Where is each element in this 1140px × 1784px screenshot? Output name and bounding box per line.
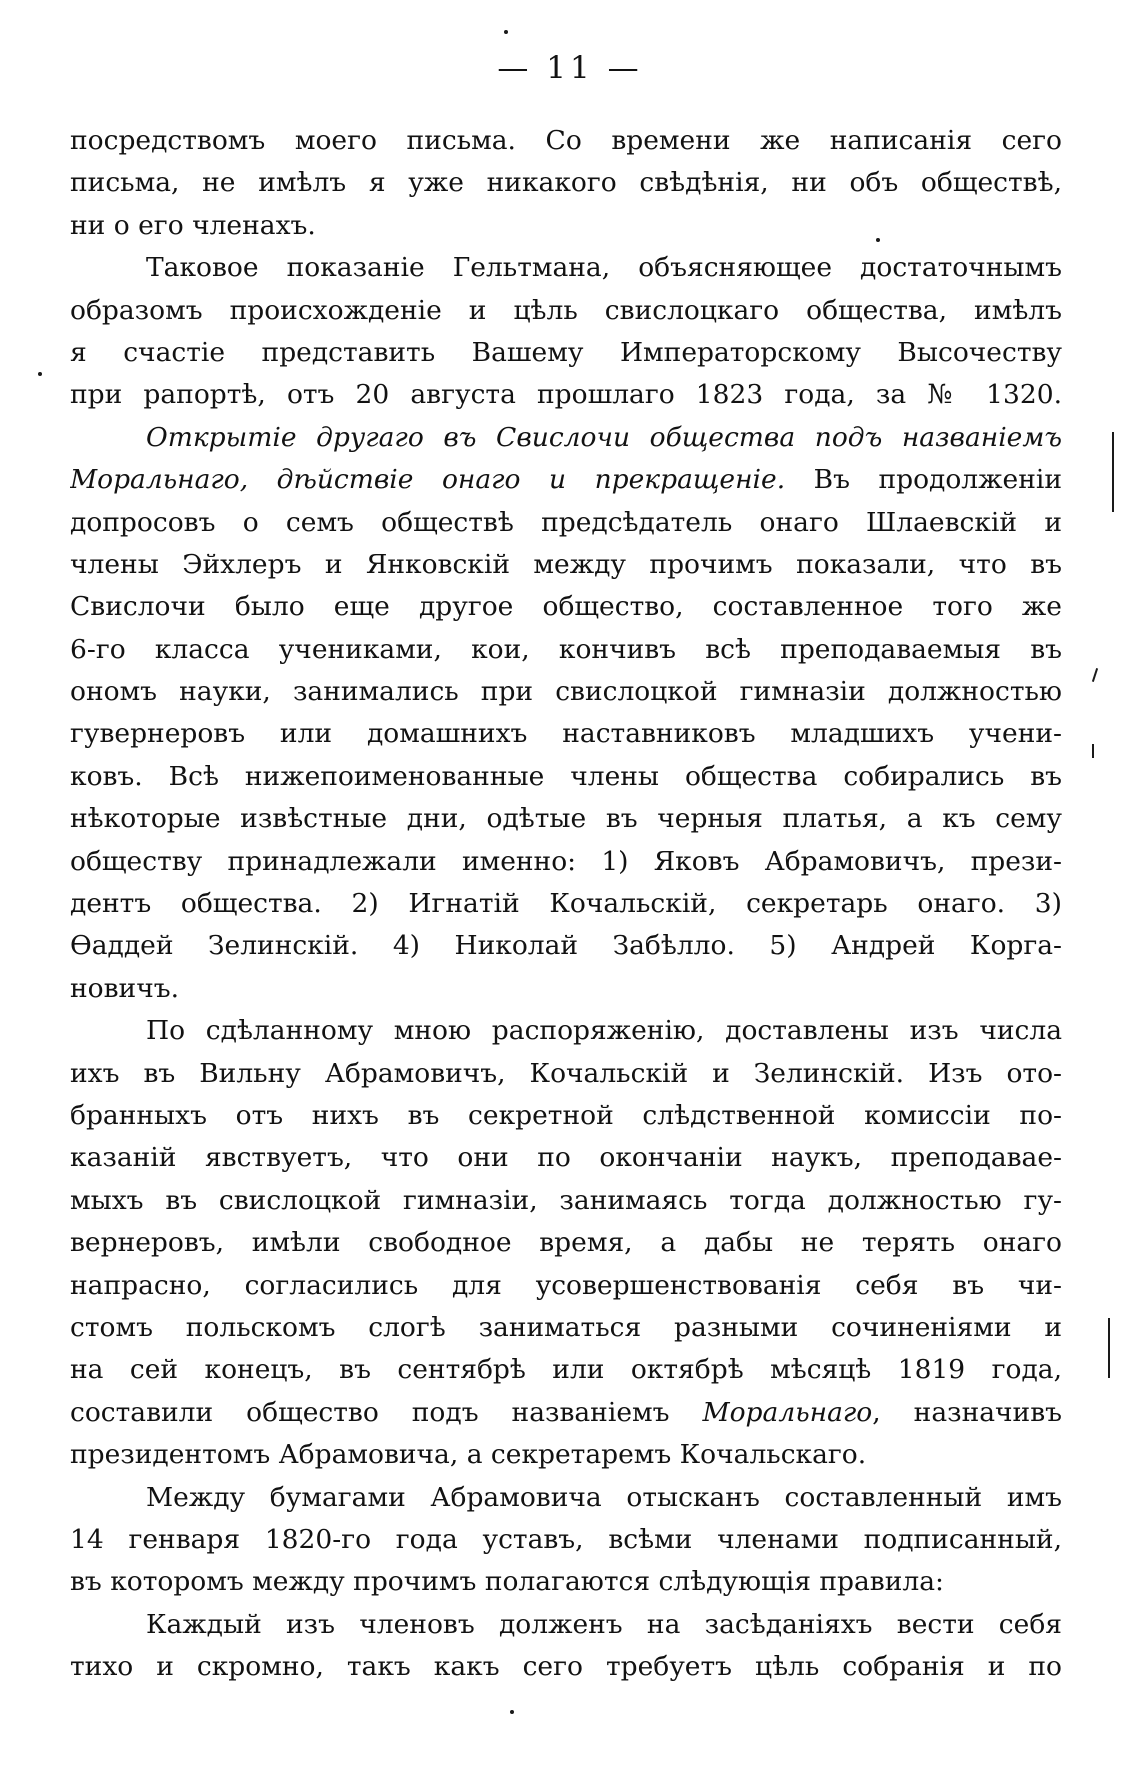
text-line: въ которомъ между прочимъ полагаются слѣдующія правила: [70,1566,944,1598]
body-text [70,120,1062,1688]
text-line: обществу принадлежали именно: 1) Яковъ Абрамовичъ, прези- [70,845,1062,877]
text-line [70,417,1062,459]
text-line: Таковое показаніе Гельтмана, объясняющее достаточнымъ [146,252,1062,284]
text-line: на сей конецъ, въ сентябрѣ или октябрѣ мѣсяцѣ 1819 года, [70,1354,1062,1386]
text-line: Свислочи было еще другое общество, составленное того же [70,591,1062,623]
text-line: Ѳаддей Зелинскій. 4) Николай Забѣлло. 5) Андрей Корга- [70,930,1062,962]
text-line: ковъ. Всѣ нижепоименованные члены общества собирались въ [70,760,1062,792]
text-line: члены Эйхлеръ и Янковскій между прочимъ показали, что въ [70,548,1062,580]
text-line: ихъ въ Вильну Абрамовичъ, Кочальскій и Зелинскій. Изъ ото- [70,1057,1062,1089]
text-line: мыхъ въ свислоцкой гимназіи, занимаясь тогда должностью гу- [70,1184,1062,1216]
text-line: образомъ происхожденіе и цѣль свислоцкаго общества, имѣлъ [70,294,1062,326]
section-heading: Моральнаго, дѣйствіе онаго и прекращеніе. [70,464,786,496]
text-line: бранныхъ отъ нихъ въ секретной слѣдственной комиссіи по- [70,1099,1062,1131]
text-line: Моральнаго, дѣйствіе онаго и прекращеніе. Въ продолженіи [70,464,1062,496]
margin-tick-mark [1092,668,1098,682]
scan-dot-mark [510,1710,514,1714]
text-line: нѣкоторые извѣстные дни, одѣтые въ черныя платья, а къ сему [70,803,1062,835]
margin-rule-mark [1112,432,1114,512]
text-line: допросовъ о семъ обществѣ предсѣдатель онаго Шлаевскій и [70,506,1062,538]
text-line: напрасно, согласились для усовершенствованія себя въ чи- [70,1269,1062,1301]
text-line: я счастіе представить Вашему Императорскому Высочеству [70,336,1062,368]
scan-dot-mark [504,30,508,34]
text-line: при рапортѣ, отъ 20 августа прошлаго 1823 года, за № 1320. [70,379,1062,411]
text-line: новичъ. [70,972,180,1004]
text-line: письма, не имѣлъ я уже никакого свѣдѣнія, ни объ обществѣ, [70,167,1062,199]
text-line: дентъ общества. 2) Игнатій Кочальскій, секретарь онаго. 3) [70,888,1062,920]
scan-dot-mark [38,372,42,376]
text-line: 14 генваря 1820-го года уставъ, всѣми членами подписанный, [70,1523,1062,1555]
text-line: казаній явствуетъ, что они по окончаніи наукъ, преподавае- [70,1142,1062,1174]
scan-dot-mark [876,238,880,242]
page-number: — 11 — [497,50,643,86]
text-line: гувернеровъ или домашнихъ наставниковъ младшихъ учени- [70,718,1062,750]
text-line: Каждый изъ членовъ долженъ на засѣданіяхъ вести себя [146,1608,1062,1640]
margin-rule-mark [1108,1318,1110,1378]
text-line: тихо и скромно, такъ какъ сего требуетъ цѣль собранія и по [70,1651,1062,1683]
text-line: Между бумагами Абрамовича отысканъ составленный имъ [146,1481,1062,1513]
text-line: 6-го класса учениками, кои, кончивъ всѣ преподаваемыя въ [70,633,1062,665]
text-line: По сдѣланному мною распоряженію, доставлены изъ числа [146,1015,1062,1047]
section-heading: Открытіе другаго въ Свислочи общества подъ названіемъ [146,421,1062,453]
text-line: ни о его членахъ. [70,209,316,241]
text-line: ономъ науки, занимались при свислоцкой гимназіи должностью [70,676,1062,708]
emphasis-text: Моральнаго [702,1396,873,1428]
text-line: вернеровъ, имѣли свободное время, а дабы не терять онаго [70,1227,1062,1259]
text-line: президентомъ Абрамовича, а секретаремъ Кочальскаго. [70,1439,867,1471]
margin-rule-mark [1092,744,1094,758]
text-line: посредствомъ моего письма. Со времени же написанія сего [70,125,1062,156]
text-line: стомъ польскомъ слогѣ заниматься разными сочиненіями и [70,1311,1062,1343]
text-line: составили общество подъ названіемъ Моральнаго, назначивъ [70,1396,1062,1428]
